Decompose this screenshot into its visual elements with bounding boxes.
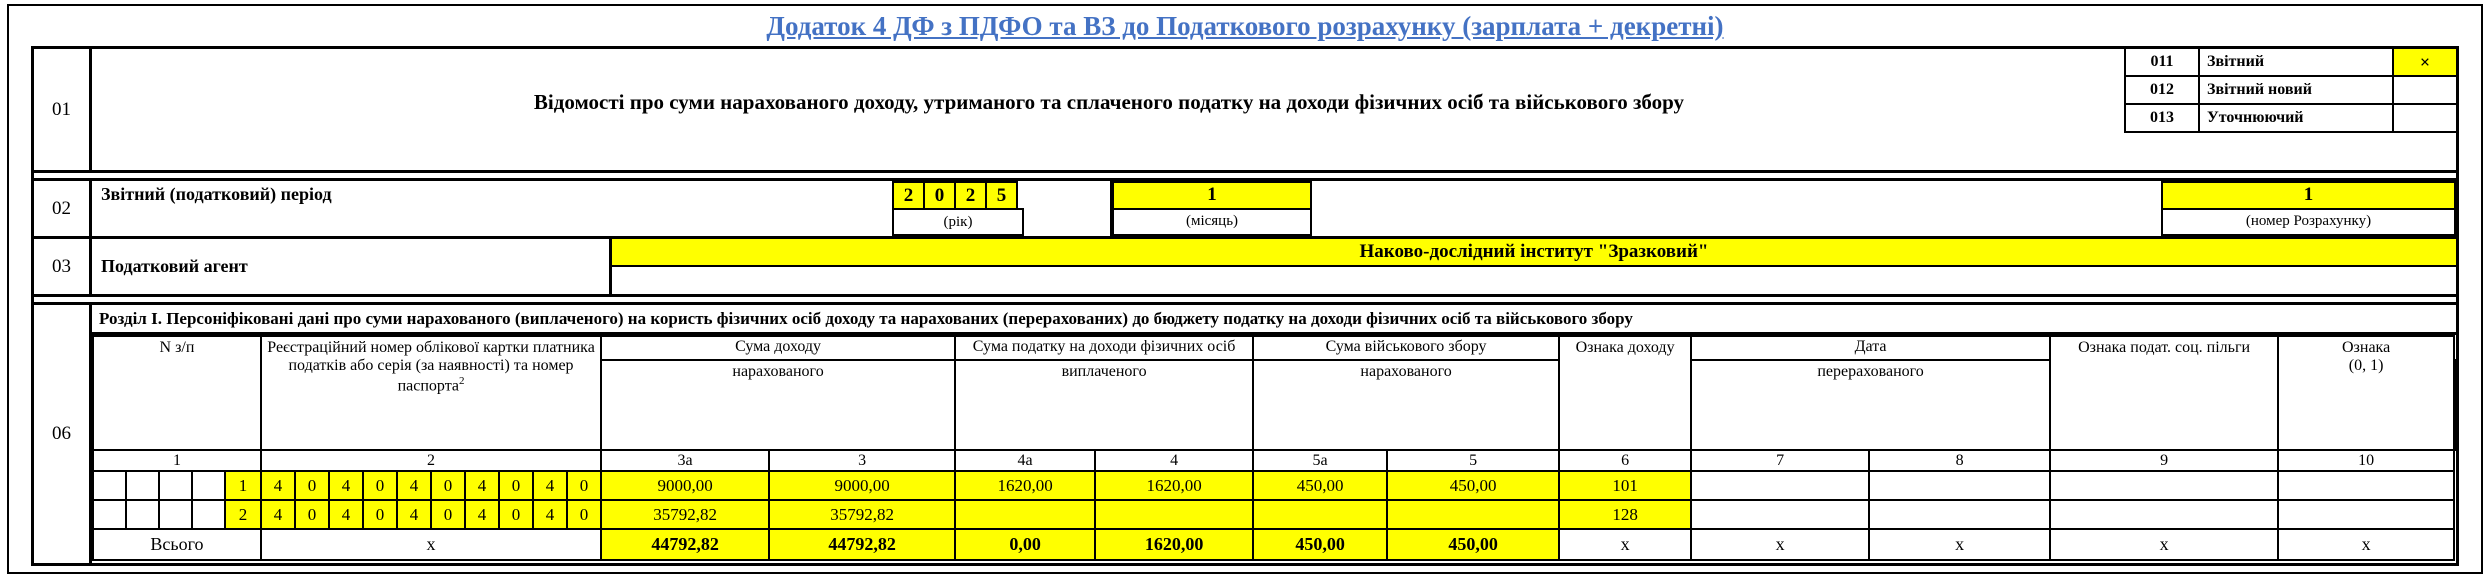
year-digit-field[interactable]: 5 xyxy=(985,181,1018,210)
header-tax-group: Сума податку на доходи фізичних осіб xyxy=(955,336,1253,360)
table-row xyxy=(93,500,2455,529)
report-type-table xyxy=(2124,49,2456,133)
col-number: 4а xyxy=(955,450,1095,471)
tax-agent-cell xyxy=(612,239,2456,294)
tax-form xyxy=(31,46,2459,566)
mil-transferred-cell[interactable]: 450,00 xyxy=(1387,471,1559,500)
tax-number-digit[interactable]: 4 xyxy=(533,500,567,529)
row-01-heading-cell xyxy=(92,49,2456,170)
col-number: 5 xyxy=(1387,450,1559,471)
reporting-period-label: Звітний (податковий) період xyxy=(101,184,332,204)
total-income-paid[interactable]: 44792,82 xyxy=(769,529,955,560)
report-type-row-011 xyxy=(2126,49,2456,77)
year-digit-boxes xyxy=(892,181,1024,210)
fire-date-cell[interactable] xyxy=(1869,500,2050,529)
tax-transferred-cell[interactable]: 1620,00 xyxy=(1095,471,1253,500)
row-03 xyxy=(34,239,2456,297)
calc-number-caption: (номер Розрахунку) xyxy=(2161,208,2456,237)
total-income-accrued[interactable]: 44792,82 xyxy=(601,529,769,560)
year-digit-field[interactable]: 2 xyxy=(954,181,987,210)
separator xyxy=(34,173,2456,181)
hire-date-cell[interactable] xyxy=(1691,471,1869,500)
row-06-code: 06 xyxy=(34,305,92,563)
report-type-checkbox-zvitnyi[interactable]: × xyxy=(2392,49,2456,75)
header-tax-transferred: перерахованого xyxy=(1691,360,2050,450)
header-military-group: Сума військового збору xyxy=(1253,336,1559,360)
total-tax-number-mark: х xyxy=(261,529,601,560)
tax-number-digit[interactable]: 4 xyxy=(397,471,431,500)
header-tax-number xyxy=(261,336,601,450)
total-label: Всього xyxy=(93,529,261,560)
mil-accrued-cell[interactable] xyxy=(1253,500,1387,529)
tax-number-digit[interactable]: 4 xyxy=(465,500,499,529)
income-paid-cell[interactable]: 9000,00 xyxy=(769,471,955,500)
section-1-content xyxy=(92,305,2456,563)
year-block xyxy=(892,181,1024,236)
seq-filler-cell[interactable] xyxy=(126,471,159,500)
header-date-group: Дата xyxy=(1691,336,2050,360)
seq-field[interactable]: 2 xyxy=(225,500,261,529)
col-number: 6 xyxy=(1559,450,1691,471)
header-flag xyxy=(2278,336,2454,450)
column-number-row xyxy=(93,450,2455,471)
col-number: 8 xyxy=(1869,450,2050,471)
row-02-code: 02 xyxy=(34,181,92,236)
tax-number-digit[interactable]: 0 xyxy=(363,500,397,529)
tax-number-digit[interactable]: 4 xyxy=(261,500,295,529)
header-tax-accrued: нарахованого xyxy=(1253,360,1559,450)
month-caption: (місяць) xyxy=(1112,208,1312,237)
separator xyxy=(34,297,2456,305)
seq-filler-cell[interactable] xyxy=(126,500,159,529)
period-gap-cell xyxy=(1024,181,1112,236)
header-tax-number-text: Реєстраційний номер облікової картки платника податків або серія (за наявності) та номер паспорта xyxy=(267,339,595,395)
social-benefit-cell[interactable] xyxy=(2050,471,2278,500)
flag-cell[interactable] xyxy=(2278,500,2454,529)
fire-date-cell[interactable] xyxy=(1869,471,2050,500)
year-caption: (рік) xyxy=(892,208,1024,236)
tax-number-digit[interactable]: 0 xyxy=(431,500,465,529)
calc-number-block xyxy=(2161,181,2456,236)
seq-field[interactable]: 1 xyxy=(225,471,261,500)
flag-cell[interactable] xyxy=(2278,471,2454,500)
tax-number-digit[interactable]: 4 xyxy=(329,500,363,529)
mil-transferred-cell[interactable] xyxy=(1387,500,1559,529)
header-flag-line2: (0, 1) xyxy=(2348,357,2384,374)
tax-number-digit[interactable]: 4 xyxy=(261,471,295,500)
total-tax-transferred[interactable]: 1620,00 xyxy=(1095,529,1253,560)
calc-number-field[interactable]: 1 xyxy=(2161,181,2456,210)
header-row-groups xyxy=(93,336,2455,360)
section-06 xyxy=(34,305,2456,563)
row-01 xyxy=(34,49,2456,173)
header-income-paid: виплаченого xyxy=(955,360,1253,450)
month-block xyxy=(1112,181,1312,236)
income-code-cell[interactable]: 128 xyxy=(1559,500,1691,529)
total-fire-date-mark: х xyxy=(1869,529,2050,560)
income-paid-cell[interactable]: 35792,82 xyxy=(769,500,955,529)
social-benefit-cell[interactable] xyxy=(2050,500,2278,529)
tax-accrued-cell[interactable] xyxy=(955,500,1095,529)
tax-number-digit[interactable]: 0 xyxy=(499,500,533,529)
income-accrued-cell[interactable]: 35792,82 xyxy=(601,500,769,529)
report-type-label: Звітний новий xyxy=(2207,81,2312,98)
hire-date-cell[interactable] xyxy=(1691,500,1869,529)
seq-filler-cell[interactable] xyxy=(93,500,126,529)
row-02 xyxy=(34,181,2456,239)
report-type-row-012 xyxy=(2126,77,2456,105)
total-row xyxy=(93,529,2455,560)
tax-agent-name-field[interactable]: Наково-дослідний інститут "Зразковий" xyxy=(612,239,2456,267)
header-income-group: Сума доходу xyxy=(601,336,955,360)
tax-number-digit[interactable]: 0 xyxy=(499,471,533,500)
total-mil-accrued[interactable]: 450,00 xyxy=(1253,529,1387,560)
report-type-label: Уточнюючий xyxy=(2207,109,2304,126)
col-number: 7 xyxy=(1691,450,1869,471)
header-income-accrued: нарахованого xyxy=(601,360,955,450)
col-number: 3 xyxy=(769,450,955,471)
tax-number-digit[interactable]: 0 xyxy=(567,500,601,529)
footnote-marker: 2 xyxy=(458,375,465,387)
col-number: 3а xyxy=(601,450,769,471)
header-social-benefit: Ознака подат. соц. пільги xyxy=(2050,336,2278,450)
year-digit-field[interactable]: 0 xyxy=(923,181,956,210)
col-number: 4 xyxy=(1095,450,1253,471)
seq-filler-cell[interactable] xyxy=(93,471,126,500)
col-number: 2 xyxy=(261,450,601,471)
section-1-title: Розділ І. Персоніфіковані дані про суми нарахованого (виплаченого) на користь фізичних осіб доходу та нарахованих (перерахованих) до бюджету податку на доходи фізичних осіб та військового збору xyxy=(92,305,2456,335)
income-accrued-cell[interactable]: 9000,00 xyxy=(601,471,769,500)
header-income-code: Ознака доходу xyxy=(1559,336,1691,450)
report-type-code: 012 xyxy=(2126,77,2200,103)
tax-number-digit[interactable]: 4 xyxy=(533,471,567,500)
seq-filler-cell[interactable] xyxy=(192,500,225,529)
tax-transferred-cell[interactable] xyxy=(1095,500,1253,529)
tax-number-digit[interactable]: 0 xyxy=(295,471,329,500)
report-type-label: Звітний xyxy=(2207,53,2265,70)
tax-number-digit[interactable]: 0 xyxy=(431,471,465,500)
persons-table xyxy=(92,335,2456,561)
report-type-code: 011 xyxy=(2126,49,2200,75)
report-type-row-013 xyxy=(2126,105,2456,133)
table-row xyxy=(93,471,2455,500)
total-income-code-mark: х xyxy=(1559,529,1691,560)
report-type-checkbox-zvitnyi-novyi[interactable] xyxy=(2392,77,2456,103)
period-spacer xyxy=(1312,181,2161,236)
tax-number-digit[interactable]: 0 xyxy=(567,471,601,500)
page-title: Додаток 4 ДФ з ПДФО та ВЗ до Податкового розрахунку (зарплата + декретні) xyxy=(766,11,1724,41)
row-03-code: 03 xyxy=(34,239,92,294)
row-01-code: 01 xyxy=(34,49,92,170)
total-tax-accrued[interactable]: 0,00 xyxy=(955,529,1095,560)
col-number: 1 xyxy=(93,450,261,471)
tax-agent-label: Податковий агент xyxy=(92,239,612,294)
tax-accrued-cell[interactable]: 1620,00 xyxy=(955,471,1095,500)
total-mil-transferred[interactable]: 450,00 xyxy=(1387,529,1559,560)
mil-accrued-cell[interactable]: 450,00 xyxy=(1253,471,1387,500)
tax-number-digit[interactable]: 4 xyxy=(397,500,431,529)
col-number: 5а xyxy=(1253,450,1387,471)
seq-filler-cell[interactable] xyxy=(159,471,192,500)
month-field[interactable]: 1 xyxy=(1112,181,1312,210)
header-seq: N з/п xyxy=(93,336,261,450)
tax-number-digit[interactable]: 0 xyxy=(295,500,329,529)
year-digit-field[interactable]: 2 xyxy=(892,181,925,210)
total-hire-date-mark: х xyxy=(1691,529,1869,560)
col-number: 10 xyxy=(2278,450,2454,471)
form-page xyxy=(7,4,2483,574)
report-type-code: 013 xyxy=(2126,105,2200,131)
total-social-benefit-mark: х xyxy=(2050,529,2278,560)
report-type-checkbox-utochniuiuchyi[interactable] xyxy=(2392,105,2456,131)
tax-number-digit[interactable]: 4 xyxy=(465,471,499,500)
tax-number-digit[interactable]: 0 xyxy=(363,471,397,500)
seq-filler-cell[interactable] xyxy=(159,500,192,529)
income-code-cell[interactable]: 101 xyxy=(1559,471,1691,500)
header-flag-line1: Ознака xyxy=(2342,339,2391,356)
col-number: 9 xyxy=(2050,450,2278,471)
form-heading: Відомості про суми нарахованого доходу, утриманого та сплаченого податку на доходи фізичних осіб та військового збору xyxy=(533,90,1685,114)
tax-agent-blank xyxy=(612,267,2456,294)
seq-filler-cell[interactable] xyxy=(192,471,225,500)
tax-number-digit[interactable]: 4 xyxy=(329,471,363,500)
total-flag-mark: х xyxy=(2278,529,2454,560)
